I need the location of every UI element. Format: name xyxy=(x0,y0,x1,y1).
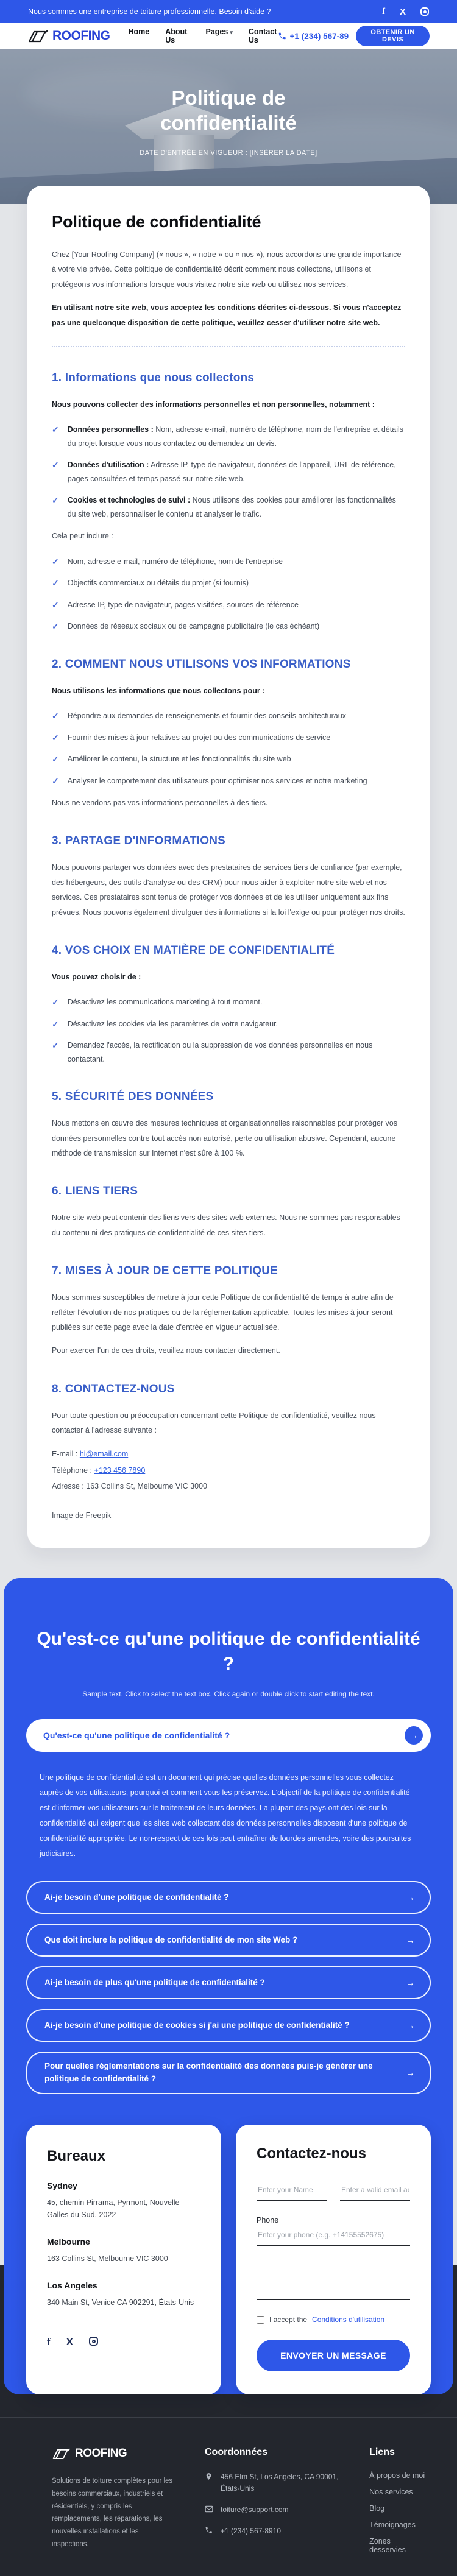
section-heading: 2. COMMENT NOUS UTILISONS VOS INFORMATIONS xyxy=(52,657,351,671)
faq-subtitle: Sample text. Click to select the text box. Click again or double click to start editing the text. xyxy=(82,1690,375,1699)
accept-text: I accept the xyxy=(269,2315,308,2324)
office-address: 340 Main St, Venice CA 902291, États-Unis xyxy=(47,2298,194,2307)
faq-question: Ai-je besoin d'une politique de confidentialité ? xyxy=(44,1892,229,1902)
nav-menu xyxy=(129,27,278,44)
section-lead: Nous utilisons les informations que nous collectons pour : xyxy=(52,686,265,695)
check-icon xyxy=(52,995,59,1009)
footer-links xyxy=(369,2471,427,2554)
section-contact xyxy=(52,1383,405,1524)
dotted-divider xyxy=(52,346,405,347)
list-item: ✓ Désactivez les communications marketing à tout moment. xyxy=(52,995,405,1009)
faq-question: Ai-je besoin de plus qu'une politique de confidentialité ? xyxy=(44,1977,265,1987)
section-text: Nous mettons en œuvre des mesures techniques et organisationnelles raisonnables pour protéger vos données personnelles contre tout accès non autorisé, perte ou utilisation abusive. Cependant, aucune méthode de transmission sur Internet n'est sûre à 100 %. xyxy=(52,1119,397,1157)
email-input[interactable] xyxy=(340,2179,410,2201)
footer-link[interactable]: À propos de moi xyxy=(369,2471,425,2480)
arrow-right-icon[interactable] xyxy=(405,1726,423,1745)
phone-label: Phone xyxy=(257,2216,279,2225)
section-informations-collectees xyxy=(52,372,405,633)
check-list xyxy=(52,423,405,521)
section-text: Nous ne vendons pas vos informations personnelles à des tiers. xyxy=(52,799,268,807)
faq-question-list xyxy=(26,1881,431,2094)
section-heading: 1. Informations que nous collectons xyxy=(52,371,255,384)
office-list xyxy=(47,2181,200,2309)
nav-item-home[interactable]: Home xyxy=(128,27,150,36)
faq-panel xyxy=(4,1578,453,2394)
arrow-right-icon[interactable] xyxy=(406,2068,415,2078)
check-icon xyxy=(52,752,59,766)
list-item: ✓ Données de réseaux sociaux ou de campagne publicitaire (le cas échéant) xyxy=(52,619,405,633)
brand-logo[interactable] xyxy=(27,29,110,43)
section-heading: 7. MISES À JOUR DE CETTE POLITIQUE xyxy=(52,1265,278,1278)
phone-icon xyxy=(205,2525,214,2538)
x-icon[interactable] xyxy=(400,7,406,16)
nav-item-contact[interactable]: Contact Us xyxy=(248,27,277,44)
section-liens-tiers xyxy=(52,1185,405,1240)
office-city: Melbourne xyxy=(47,2237,90,2247)
check-icon xyxy=(52,576,59,590)
footer-links-column xyxy=(369,2447,427,2554)
faq-title: Qu'est-ce qu'une politique de confidentialité ? xyxy=(37,1629,420,1674)
section-heading: 6. LIENS TIERS xyxy=(52,1185,138,1198)
main-nav xyxy=(0,23,457,49)
faq-accordion-item[interactable] xyxy=(26,1924,431,1957)
topbar-message: Nous sommes une entreprise de toiture professionnelle. Besoin d'aide ? xyxy=(28,7,271,16)
footer-brand-logo[interactable] xyxy=(52,2447,177,2460)
nav-phone-number: +1 (234) 567-89 xyxy=(289,31,349,41)
footer-contact-column xyxy=(205,2447,342,2554)
faq-question: Ai-je besoin d'une politique de cookies si j'ai une politique de confidentialité ? xyxy=(44,2020,350,2030)
chevron-down-icon: ▾ xyxy=(230,29,233,35)
x-icon[interactable] xyxy=(66,2337,73,2347)
section-text: Notre site web peut contenir des liens vers des sites web externes. Nous ne sommes pas responsables du contenu ni des pratiques de confidentialité de ces sites tiers. xyxy=(52,1213,400,1237)
facebook-icon[interactable] xyxy=(47,2337,51,2347)
list-item: ✓ Données personnelles : Nom, adresse e-mail, numéro de téléphone, nom de l'entreprise et détails du projet lorsque vous nous contactez ou demandez un devis. xyxy=(52,423,405,450)
section-text: Nous pouvons partager vos données avec des prestataires de services tiers de confiance (par exemple, des hébergeurs, des outils d'analyse ou des CRM) pour nous aider à exploiter notre site web et nos services. Ces prestataires sont tenus de protéger vos données et de les utiliser uniquement aux fins prévues. Nous pouvons également divulguer des informations si la loi l'exige ou pour protéger nos droits. xyxy=(52,863,405,917)
footer-contact-heading: Coordonnées xyxy=(204,2447,268,2458)
check-icon xyxy=(52,555,59,569)
section-heading: 3. PARTAGE D'INFORMATIONS xyxy=(52,835,226,848)
section-text: Pour exercer l'un de ces droits, veuillez nous contacter directement. xyxy=(52,1346,280,1355)
footer-brand-name: ROOFING xyxy=(75,2447,127,2460)
list-item: ✓ Nom, adresse e-mail, numéro de téléphone, nom de l'entreprise xyxy=(52,555,405,569)
check-icon xyxy=(52,1017,59,1031)
hero-effective-date: DATE D'ENTRÉE EN VIGUEUR : [INSÉRER LA DATE] xyxy=(140,149,317,157)
check-list xyxy=(52,995,405,1066)
roof-logo-icon xyxy=(52,2447,71,2460)
section-securite xyxy=(52,1090,405,1160)
check-icon xyxy=(52,423,59,450)
check-icon xyxy=(52,493,59,521)
offices-title: Bureaux xyxy=(47,2148,106,2165)
contact-form-title: Contactez-nous xyxy=(257,2145,366,2162)
faq-accordion-item[interactable] xyxy=(26,2052,431,2094)
freepik-link[interactable]: Freepik xyxy=(85,1511,112,1520)
topbar-socials xyxy=(382,7,429,16)
footer-email-link[interactable]: toiture@support.com xyxy=(220,2505,289,2514)
faq-answer: Une politique de confidentialité est un document qui précise quelles données personnelles vous collectez auprès de vos utilisateurs, pourquoi et comment vous les préservez. L'objectif de la politique de confidentialité est d'informer vos utilisateurs sur le traitement de leurs données. La plupart des pays ont des lois sur la confidentialité qui exigent que les sites web collectant des données personnelles disposent d'une politique de confidentialité appropriée. Le non-respect de ces lois peut entraîner de lourdes amendes, voire des poursuites judiciaires. xyxy=(40,1773,411,1858)
check-icon xyxy=(52,731,59,745)
section-mises-a-jour xyxy=(52,1265,405,1358)
office-address: 163 Collins St, Melbourne VIC 3000 xyxy=(47,2254,168,2264)
arrow-right-icon[interactable] xyxy=(406,2020,415,2031)
check-icon xyxy=(52,458,59,485)
contact-form-card xyxy=(236,2125,431,2394)
list-item: ✓ Fournir des mises à jour relatives au projet ou des communications de service xyxy=(52,731,405,745)
section-lead: Nous pouvons collecter des informations personnelles et non personnelles, notamment : xyxy=(52,400,375,409)
phone-link[interactable]: +123 456 7890 xyxy=(94,1466,146,1475)
message-textarea[interactable] xyxy=(257,2255,410,2300)
privacy-policy-card xyxy=(27,186,430,1548)
footer-address-row xyxy=(205,2471,342,2494)
mail-icon xyxy=(205,2504,214,2516)
contact-phone-line: Téléphone : +123 456 7890 xyxy=(52,1466,146,1475)
location-pin-icon xyxy=(205,2471,214,2485)
page-title: Politique de confidentialité xyxy=(52,213,261,231)
accept-terms-checkbox[interactable] xyxy=(257,2316,264,2324)
contact-address-line: Adresse : 163 Collins St, Melbourne VIC 3000 xyxy=(52,1481,207,1491)
phone-icon xyxy=(278,32,286,40)
list-item: ✓ Améliorer le contenu, la structure et les fonctionnalités du site web xyxy=(52,752,405,766)
office-address: 45, chemin Pirrama, Pyrmont, Nouvelle-Galles du Sud, 2022 xyxy=(47,2198,182,2220)
footer-address: 456 Elm St, Los Angeles, CA 90001, États-Unis xyxy=(220,2472,339,2493)
roof-logo-icon xyxy=(27,29,49,43)
faq-accordion-open[interactable] xyxy=(26,1719,431,1752)
footer-link[interactable]: Nos services xyxy=(369,2488,413,2497)
check-icon xyxy=(52,709,59,723)
footer-about-column xyxy=(52,2447,177,2554)
nav-item-pages[interactable]: Pages ▾ xyxy=(205,27,233,36)
nav-phone-link[interactable] xyxy=(278,32,349,41)
send-message-button[interactable]: ENVOYER UN MESSAGE xyxy=(257,2340,410,2371)
nav-item-about[interactable]: About Us xyxy=(165,27,188,44)
bottom-cards xyxy=(26,2125,431,2394)
list-item: ✓ Objectifs commerciaux ou détails du projet (si fournis) xyxy=(52,576,405,590)
faq-question: Qu'est-ce qu'une politique de confidentialité ? xyxy=(43,1731,230,1741)
section-choix xyxy=(52,944,405,1066)
list-item: ✓ Données d'utilisation : Adresse IP, type de navigateur, données de l'appareil, URL de référence, pages consultées et temps passé sur notre site web. xyxy=(52,458,405,485)
section-partage xyxy=(52,835,405,920)
faq-question: Que doit inclure la politique de confidentialité de mon site Web ? xyxy=(44,1935,298,1944)
section-text: Nous sommes susceptibles de mettre à jour cette Politique de confidentialité de temps à autre afin de refléter l'évolution de nos pratiques ou de la réglementation applicable. Toutes les mises à jour seront publiées sur cette page avec la date d'entrée en vigueur actualisée. xyxy=(52,1293,394,1332)
footer-phone-link[interactable]: +1 (234) 567-8910 xyxy=(220,2526,282,2535)
arrow-right-icon[interactable] xyxy=(406,1978,415,1988)
hero-title: Politique de confidentialité xyxy=(160,86,297,135)
faq-accordion-item[interactable] xyxy=(26,1881,431,1914)
policy-intro-strong: En utilisant notre site web, vous acceptez les conditions décrites ci-dessous. Si vous n'acceptez pas une quelconque disposition de cette politique, veuillez cesser d'utiliser notre site web. xyxy=(52,303,402,327)
list-item: ✓ Analyser le comportement des utilisateurs pour optimiser nos services et notre marketing xyxy=(52,774,405,788)
footer-email-row xyxy=(205,2504,342,2516)
instagram-icon[interactable] xyxy=(420,7,429,16)
footer-about-text: Solutions de toiture complètes pour les besoins commerciaux, industriels et résidentiels, y compris les remplacements, les réparations, les nouvelles installations et les inspections. xyxy=(52,2477,173,2548)
brand-name: ROOFING xyxy=(52,29,110,43)
office-item xyxy=(47,2281,200,2309)
instagram-icon[interactable] xyxy=(89,2337,98,2346)
office-socials xyxy=(47,2337,200,2347)
office-item xyxy=(47,2237,200,2265)
office-city: Los Angeles xyxy=(47,2281,97,2291)
phone-input[interactable] xyxy=(257,2225,410,2246)
topbar xyxy=(0,0,457,23)
check-icon xyxy=(52,774,59,788)
list-item: ✓ Répondre aux demandes de renseignements et fournir des conseils architecturaux xyxy=(52,709,405,723)
faq-question: Pour quelles réglementations sur la confidentialité des données puis-je générer une politique de confidentialité ? xyxy=(44,2061,373,2084)
terms-row xyxy=(257,2315,410,2324)
list-item: ✓ Désactivez les cookies via les paramètres de votre navigateur. xyxy=(52,1017,405,1031)
email-link[interactable]: hi@email.com xyxy=(79,1450,129,1459)
list-item: ✓ Demandez l'accès, la rectification ou la suppression de vos données personnelles en nous contactant. xyxy=(52,1039,405,1066)
nav-right xyxy=(278,26,430,46)
get-quote-button[interactable]: OBTENIR UN DEVIS xyxy=(356,26,430,46)
name-input[interactable] xyxy=(257,2179,327,2201)
arrow-right-icon[interactable] xyxy=(406,1893,415,1903)
check-list xyxy=(52,555,405,633)
section-text: Pour toute question ou préoccupation concernant cette Politique de confidentialité, veuillez nous contacter à l'adresse suivante : xyxy=(52,1411,376,1434)
image-credit: Image de Freepik xyxy=(52,1511,112,1520)
section-heading: 8. CONTACTEZ-NOUS xyxy=(52,1382,175,1396)
list-item: ✓ Adresse IP, type de navigateur, pages visitées, sources de référence xyxy=(52,598,405,612)
contact-email-line: E-mail : hi@email.com xyxy=(52,1450,129,1459)
check-icon xyxy=(52,598,59,612)
footer-link[interactable]: Zones desservies xyxy=(369,2537,406,2555)
faq-accordion-item[interactable] xyxy=(26,1966,431,1999)
hero-banner xyxy=(0,49,457,204)
footer-link[interactable]: Blog xyxy=(369,2504,385,2513)
terms-link[interactable]: Conditions d'utilisation xyxy=(312,2315,385,2324)
facebook-icon[interactable] xyxy=(382,7,385,16)
section-heading: 4. VOS CHOIX EN MATIÈRE DE CONFIDENTIALITÉ xyxy=(52,944,335,957)
footer-phone-row xyxy=(205,2525,342,2538)
section-heading: 5. SÉCURITÉ DES DONNÉES xyxy=(52,1090,214,1104)
arrow-right-icon[interactable] xyxy=(406,1935,415,1946)
office-city: Sydney xyxy=(47,2181,77,2191)
policy-intro: Chez [Your Roofing Company] (« nous », « notre » ou « nos »), nous accordons une grande importance à votre vie privée. Cette politique de confidentialité décrit comment nous collectons, utilisons et protégeons vos informations lorsque vous visitez notre site web ou utilisez nos services. xyxy=(52,250,402,289)
footer-link[interactable]: Témoignages xyxy=(369,2521,416,2530)
check-icon xyxy=(52,619,59,633)
faq-accordion-item[interactable] xyxy=(26,2009,431,2042)
check-icon xyxy=(52,1039,59,1066)
section-text: Cela peut inclure : xyxy=(52,532,113,541)
offices-card xyxy=(26,2125,221,2394)
section-utilisation xyxy=(52,658,405,811)
section-lead: Vous pouvez choisir de : xyxy=(52,972,141,981)
check-list xyxy=(52,709,405,788)
office-item xyxy=(47,2181,200,2221)
footer-links-heading: Liens xyxy=(369,2447,395,2458)
list-item: ✓ Cookies et technologies de suivi : Nous utilisons des cookies pour améliorer les fonctionnalités du site web, personnaliser le contenu et analyser le trafic. xyxy=(52,493,405,521)
